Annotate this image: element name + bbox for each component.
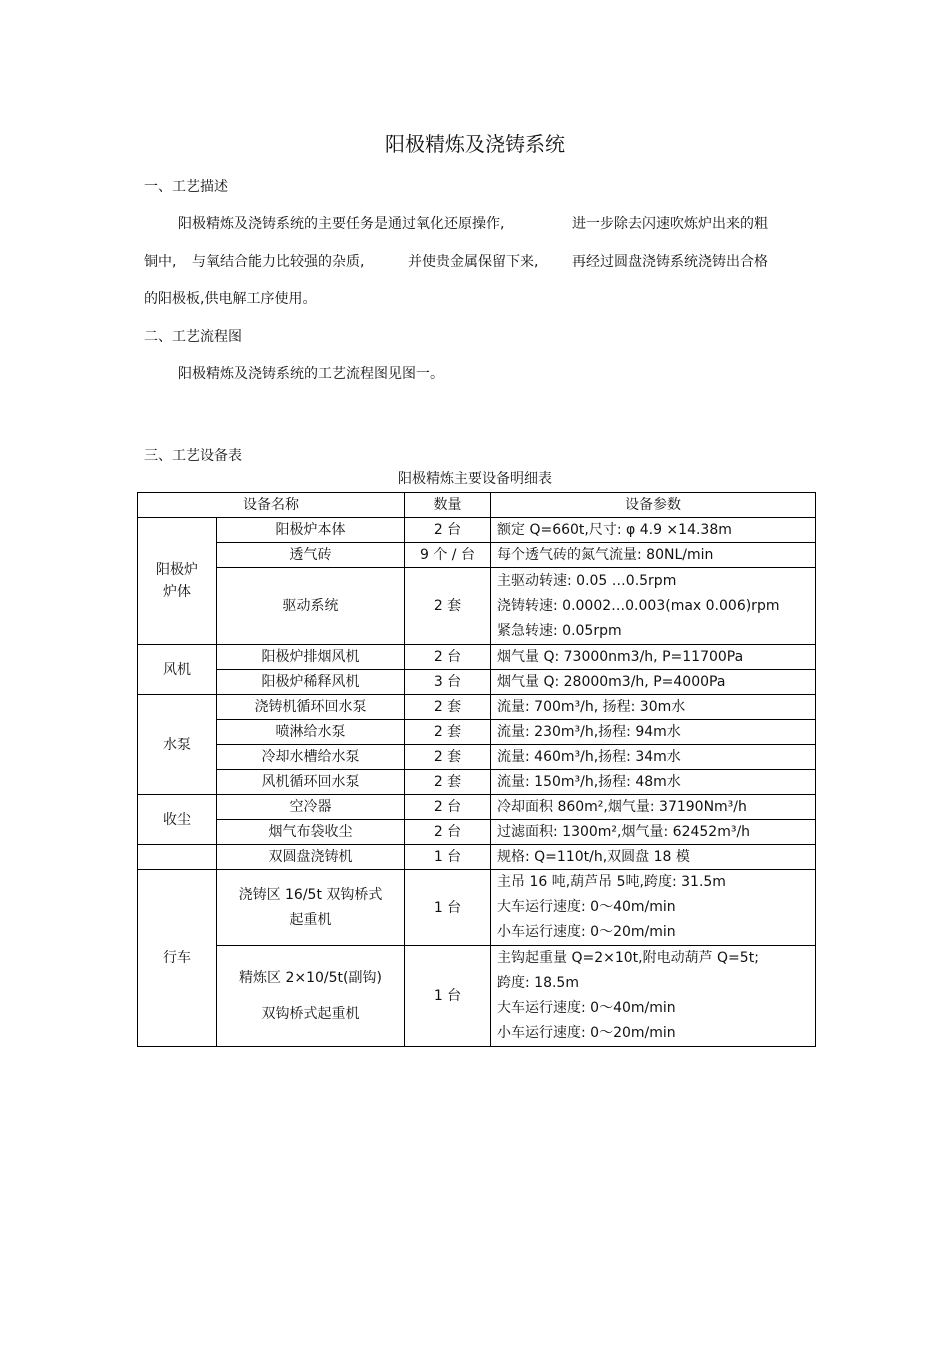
name-line: 双钩桥式起重机	[261, 1006, 360, 1022]
group-empty	[138, 845, 217, 870]
equipment-params: 流量: 150m³/h,扬程: 48m水	[491, 770, 816, 795]
section3-heading: 三、工艺设备表	[144, 448, 242, 464]
sec1-line2a: 铜中,	[144, 254, 177, 270]
group-furnace: 阳极炉 炉体	[138, 518, 217, 645]
group-crane: 行车	[138, 870, 217, 1047]
equipment-qty: 3 台	[405, 670, 491, 695]
table-row	[138, 543, 816, 568]
equipment-qty: 2 套	[405, 568, 491, 645]
name-line: 浇铸区 16/5t 双钩桥式	[238, 886, 383, 903]
equipment-params: 额定 Q=660t,尺寸: φ 4.9 ×14.38m	[491, 518, 816, 543]
param-line: 大车运行速度: 0～40m/min	[497, 1000, 676, 1016]
page-title: 阳极精炼及浇铸系统	[385, 132, 565, 156]
equipment-name: 阳极炉本体	[217, 518, 405, 543]
group-fan: 风机	[138, 645, 217, 695]
header-name: 设备名称	[138, 493, 405, 518]
table-row	[138, 695, 816, 720]
equipment-params	[491, 870, 816, 946]
param-line: 主驱动转速: 0.05 …0.5rpm	[497, 572, 677, 589]
equipment-params: 规格: Q=110t/h,双圆盘 18 模	[491, 845, 816, 870]
sec1-line3: 的阳极板,供电解工序使用。	[144, 291, 317, 307]
table-row	[138, 820, 816, 845]
equipment-name: 阳极炉排烟风机	[217, 645, 405, 670]
equipment-name: 冷却水槽给水泵	[217, 745, 405, 770]
equipment-name: 阳极炉稀释风机	[217, 670, 405, 695]
param-line: 主钩起重量 Q=2×10t,附电动葫芦 Q=5t;	[497, 950, 759, 966]
equipment-table	[137, 492, 816, 1047]
equipment-qty: 2 台	[405, 518, 491, 543]
equipment-qty: 2 套	[405, 695, 491, 720]
equipment-params	[491, 946, 816, 1047]
table-header-row	[138, 493, 816, 518]
equipment-qty: 2 套	[405, 745, 491, 770]
equipment-qty: 1 台	[405, 870, 491, 946]
section2-heading: 二、工艺流程图	[144, 329, 242, 345]
equipment-params	[491, 568, 816, 645]
sec1-line2b: 与氧结合能力比较强的杂质,	[192, 254, 365, 270]
equipment-name: 空冷器	[217, 795, 405, 820]
equipment-name	[217, 870, 405, 946]
table-row	[138, 720, 816, 745]
equipment-name: 驱动系统	[217, 568, 405, 645]
sec1-line2d: 再经过圆盘浇铸系统浇铸出合格	[572, 254, 768, 270]
equipment-qty: 2 台	[405, 645, 491, 670]
equipment-qty: 2 台	[405, 820, 491, 845]
equipment-qty: 2 套	[405, 720, 491, 745]
equipment-name: 喷淋给水泵	[217, 720, 405, 745]
table-row	[138, 745, 816, 770]
header-qty: 数量	[405, 493, 491, 518]
equipment-qty: 1 台	[405, 845, 491, 870]
group-dust: 收尘	[138, 795, 217, 845]
table-row	[138, 670, 816, 695]
header-params: 设备参数	[491, 493, 816, 518]
table-row	[138, 845, 816, 870]
equipment-params: 烟气量 Q: 28000m3/h, P=4000Pa	[491, 670, 816, 695]
sec1-line2c: 并使贵金属保留下来,	[408, 254, 539, 270]
table-row	[138, 770, 816, 795]
table-row	[138, 568, 816, 645]
equipment-name	[217, 946, 405, 1047]
table-row	[138, 518, 816, 543]
equipment-params: 流量: 460m³/h,扬程: 34m水	[491, 745, 816, 770]
equipment-params: 流量: 700m³/h, 扬程: 30m水	[491, 695, 816, 720]
param-line: 紧急转速: 0.05rpm	[497, 622, 622, 639]
table-row	[138, 946, 816, 1047]
equipment-qty: 9 个 / 台	[405, 543, 491, 568]
param-line: 跨度: 18.5m	[497, 975, 579, 991]
sec2-text: 阳极精炼及浇铸系统的工艺流程图见图一。	[178, 366, 444, 382]
equipment-name: 双圆盘浇铸机	[217, 845, 405, 870]
table-row	[138, 795, 816, 820]
param-line: 小车运行速度: 0～20m/min	[497, 924, 676, 940]
equipment-params: 过滤面积: 1300m²,烟气量: 62452m³/h	[491, 820, 816, 845]
equipment-qty: 1 台	[405, 946, 491, 1047]
equipment-name: 浇铸机循环回水泵	[217, 695, 405, 720]
table-row	[138, 645, 816, 670]
table-row	[138, 870, 816, 946]
param-line: 主吊 16 吨,葫芦吊 5吨,跨度: 31.5m	[497, 874, 726, 890]
sec1-line1b: 进一步除去闪速吹炼炉出来的粗	[572, 216, 768, 232]
sec1-line1a: 阳极精炼及浇铸系统的主要任务是通过氧化还原操作,	[178, 216, 505, 232]
equipment-qty: 2 台	[405, 795, 491, 820]
equipment-name: 风机循环回水泵	[217, 770, 405, 795]
section1-heading: 一、工艺描述	[144, 179, 228, 195]
equipment-name: 烟气布袋收尘	[217, 820, 405, 845]
equipment-name: 透气砖	[217, 543, 405, 568]
param-line: 浇铸转速: 0.0002…0.003(max 0.006)rpm	[497, 597, 780, 614]
equipment-params: 流量: 230m³/h,扬程: 94m水	[491, 720, 816, 745]
equipment-qty: 2 套	[405, 770, 491, 795]
param-line: 小车运行速度: 0～20m/min	[497, 1025, 676, 1041]
table-caption: 阳极精炼主要设备明细表	[398, 471, 552, 487]
name-line: 起重机	[289, 911, 332, 928]
group-pump: 水泵	[138, 695, 217, 795]
equipment-params: 每个透气砖的氮气流量: 80NL/min	[491, 543, 816, 568]
param-line: 大车运行速度: 0～40m/min	[497, 899, 676, 915]
equipment-params: 冷却面积 860m²,烟气量: 37190Nm³/h	[491, 795, 816, 820]
name-line: 精炼区 2×10/5t(副钩)	[239, 970, 382, 986]
equipment-params: 烟气量 Q: 73000nm3/h, P=11700Pa	[491, 645, 816, 670]
